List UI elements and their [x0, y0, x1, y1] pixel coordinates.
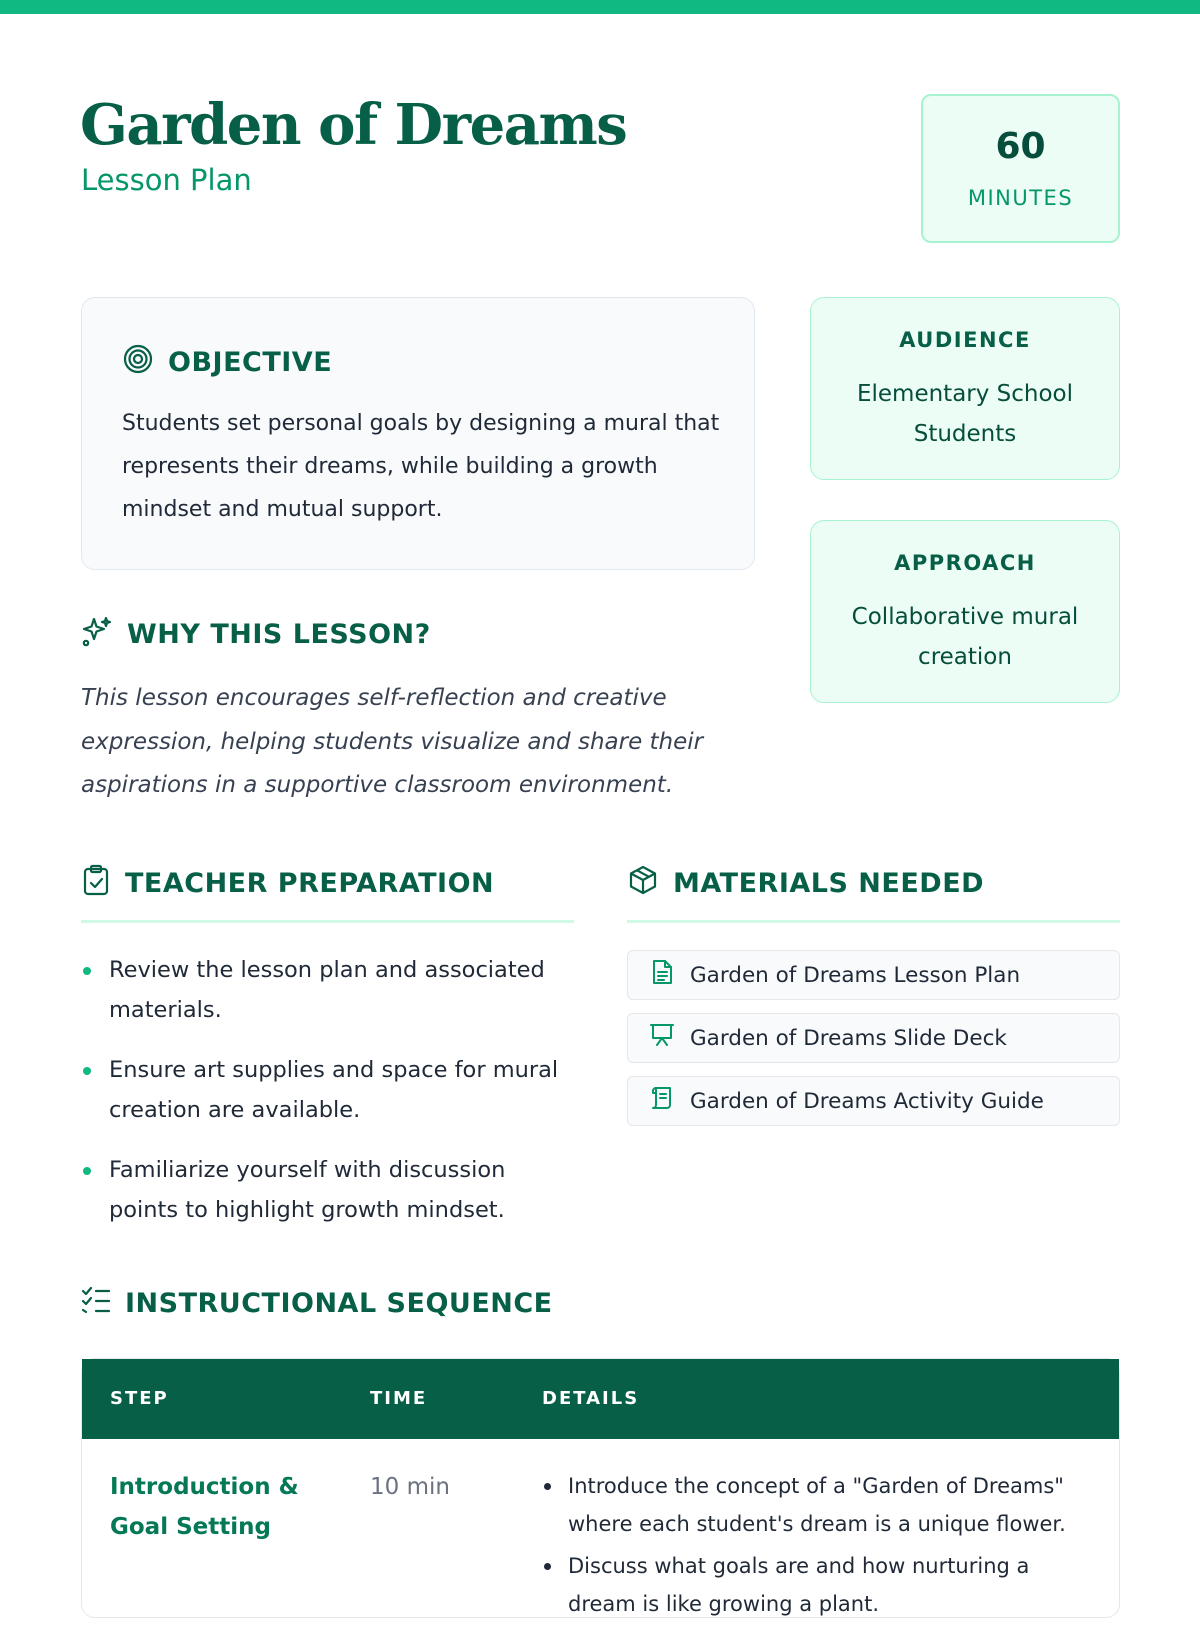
table-header [82, 1359, 1119, 1439]
bullet [83, 967, 91, 975]
preparation-list [81, 950, 581, 1250]
presentation-icon [650, 1022, 674, 1054]
audience-card [810, 297, 1120, 480]
material-item-slide-deck[interactable] [627, 1013, 1120, 1063]
list-checks-icon [81, 1286, 111, 1321]
target-icon [122, 343, 154, 382]
bullet [83, 1167, 91, 1175]
audience-value: Elementary School Students [856, 381, 1074, 447]
bullet [544, 1483, 551, 1490]
objective-text: Students set personal goals by designing a mural that represents their dreams, while building a growth mindset and mutual support. [122, 411, 720, 522]
sparkles-icon [81, 615, 113, 654]
approach-label: APPROACH [894, 551, 1036, 575]
materials-list [627, 950, 1120, 1139]
package-icon [627, 864, 659, 903]
preparation-heading [81, 864, 494, 903]
objective-card [81, 297, 755, 570]
material-label: Garden of Dreams Activity Guide [690, 1088, 1044, 1114]
audience-label: AUDIENCE [899, 328, 1031, 352]
sequence-heading [81, 1286, 553, 1321]
top-accent-bar [0, 0, 1200, 14]
approach-card [810, 520, 1120, 703]
page-title: Garden of Dreams [80, 92, 627, 158]
list-item: Review the lesson plan and associated materials. [81, 950, 581, 1030]
step-time: 10 min [370, 1474, 450, 1500]
materials-divider [627, 920, 1120, 923]
approach-value: Collaborative mural creation [851, 604, 1079, 670]
bullet [83, 1067, 91, 1075]
column-header-details: DETAILS [542, 1388, 640, 1409]
objective-heading-label: OBJECTIVE [168, 347, 333, 378]
document-icon [650, 959, 674, 991]
duration-value: 60 [995, 126, 1046, 167]
list-item: Ensure art supplies and space for mural creation are available. [81, 1050, 581, 1130]
bullet [544, 1563, 551, 1570]
column-header-step: STEP [110, 1388, 169, 1409]
page-subtitle: Lesson Plan [81, 163, 252, 197]
step-details [542, 1467, 1097, 1627]
sequence-table [81, 1358, 1120, 1618]
column-header-time: TIME [370, 1388, 428, 1409]
objective-heading [122, 343, 332, 382]
why-heading-label: WHY THIS LESSON? [127, 619, 431, 650]
material-label: Garden of Dreams Slide Deck [690, 1025, 1007, 1051]
preparation-divider [81, 920, 574, 923]
duration-badge [921, 94, 1120, 243]
clipboard-check-icon [81, 864, 111, 903]
list-item: Familiarize yourself with discussion points to highlight growth mindset. [81, 1150, 581, 1230]
step-name: Introduction & Goal Setting [110, 1474, 299, 1540]
sequence-heading-label: INSTRUCTIONAL SEQUENCE [125, 1288, 553, 1319]
material-item-lesson-plan[interactable] [627, 950, 1120, 1000]
why-text: This lesson encourages self-reflection and creative expression, helping students visualize and share their aspirations in a supportive classroom environment. [81, 685, 704, 798]
table-row [82, 1439, 1119, 1639]
preparation-heading-label: TEACHER PREPARATION [125, 868, 495, 899]
scroll-icon [650, 1085, 674, 1117]
list-item: Discuss what goals are and how nurturing a dream is like growing a plant. [542, 1547, 1097, 1623]
materials-heading [627, 864, 984, 903]
materials-heading-label: MATERIALS NEEDED [673, 868, 985, 899]
material-label: Garden of Dreams Lesson Plan [690, 962, 1021, 988]
list-item: Introduce the concept of a "Garden of Dreams" where each student's dream is a unique flower. [542, 1467, 1097, 1543]
duration-unit: MINUTES [967, 186, 1074, 210]
why-heading [81, 615, 431, 654]
material-item-activity-guide[interactable] [627, 1076, 1120, 1126]
